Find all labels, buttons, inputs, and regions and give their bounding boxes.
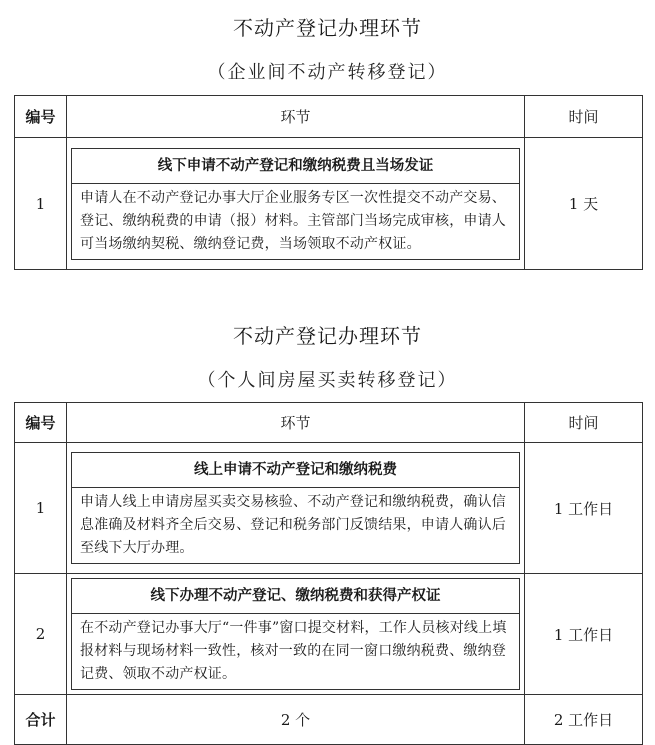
section2-title: 不动产登记办理环节 xyxy=(233,324,422,348)
section2-table xyxy=(14,402,643,745)
table-row xyxy=(15,138,643,270)
section1-title: 不动产登记办理环节 xyxy=(233,16,422,40)
step-time: 1 天 xyxy=(525,138,643,270)
section1-subtitle: （企业间不动产转移登记） xyxy=(207,62,448,83)
section2-subtitle: （个人间房屋买卖转移登记） xyxy=(197,370,458,391)
step-description: 在不动产登记办事大厅“一件事”窗口提交材料，工作人员核对线上填报材料与现场材料一致性，核对一致的在同一窗口缴纳税费、缴纳登记费、领取不动产权证。 xyxy=(71,614,520,690)
step-description: 申请人线上申请房屋买卖交易核验、不动产登记和缴纳税费，确认信息准确及材料齐全后交易、登记和税务部门反馈结果，申请人确认后至线下大厅办理。 xyxy=(71,488,520,564)
step-time: 1 工作日 xyxy=(525,443,643,574)
section1-table xyxy=(14,95,643,270)
row-number: 1 xyxy=(15,138,67,270)
step-time: 1 工作日 xyxy=(525,574,643,695)
total-row xyxy=(15,695,643,745)
row-number: 1 xyxy=(15,443,67,574)
total-count: 2 个 xyxy=(67,695,525,745)
table-row xyxy=(15,443,643,574)
header-no: 编号 xyxy=(15,96,67,138)
step-title: 线下办理不动产登记、缴纳税费和获得产权证 xyxy=(71,578,520,614)
total-label: 合计 xyxy=(15,695,67,745)
header-step: 环节 xyxy=(67,403,525,443)
header-no: 编号 xyxy=(15,403,67,443)
step-description: 申请人在不动产登记办事大厅企业服务专区一次性提交不动产交易、登记、缴纳税费的申请（报）材料。主管部门当场完成审核，申请人可当场缴纳契税、缴纳登记费，当场领取不动产权证。 xyxy=(71,184,520,260)
header-time: 时间 xyxy=(525,403,643,443)
header-step: 环节 xyxy=(67,96,525,138)
row-number: 2 xyxy=(15,574,67,695)
total-time: 2 工作日 xyxy=(525,695,643,745)
header-time: 时间 xyxy=(525,96,643,138)
table-row xyxy=(15,574,643,695)
step-title: 线下申请不动产登记和缴纳税费且当场发证 xyxy=(71,148,520,184)
step-title: 线上申请不动产登记和缴纳税费 xyxy=(71,452,520,488)
